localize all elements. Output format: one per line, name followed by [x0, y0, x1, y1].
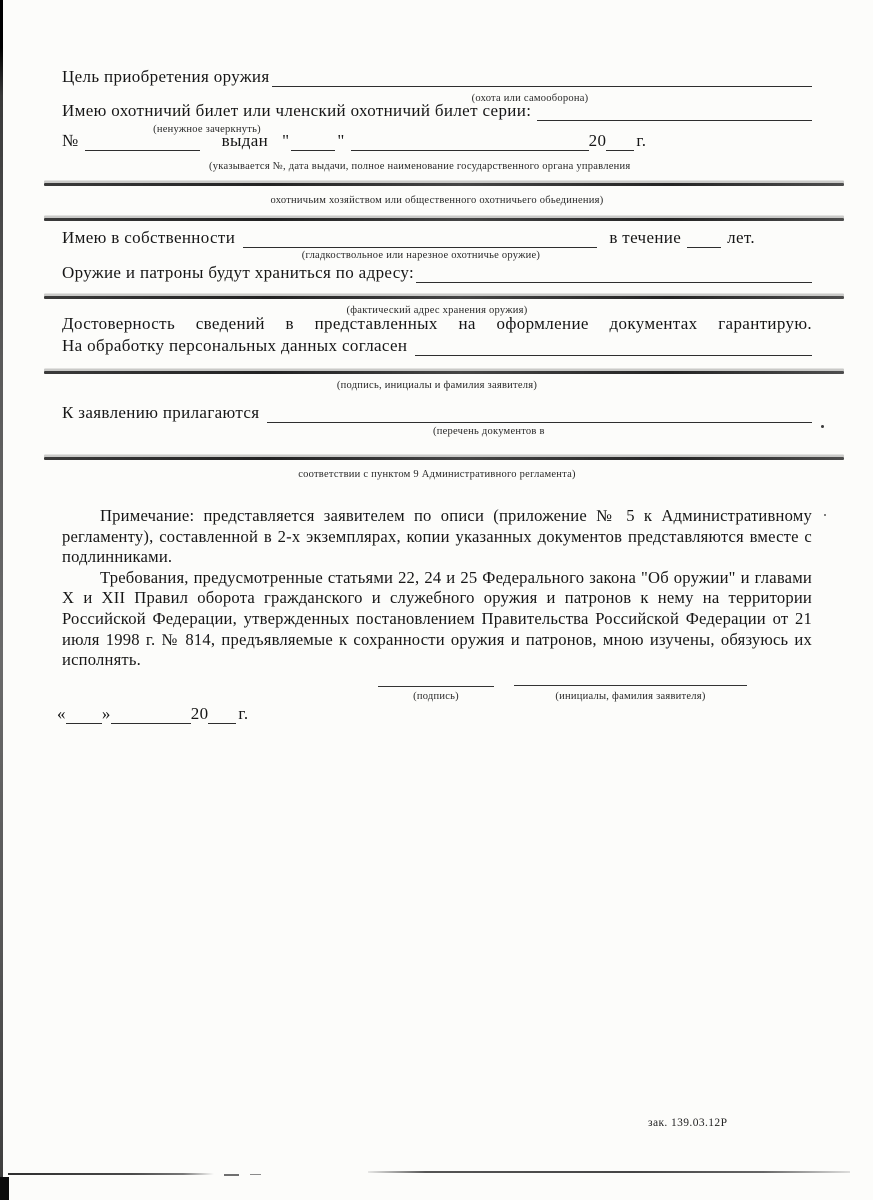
ticket-row — [62, 100, 812, 121]
confirmation-hint: (подпись, инициалы и фамилия заявителя) — [336, 380, 538, 391]
number-hint-line2: охотничьим хозяйством или общественного охотничьего обьединения) — [270, 195, 604, 206]
consent-label: На обработку персональных данных согласен — [62, 336, 408, 355]
signature-blank-line — [378, 686, 494, 687]
storage-row — [62, 262, 812, 283]
year-blank-line — [606, 133, 634, 151]
purpose-row — [62, 66, 812, 87]
scan-artifact-bottom-line-left — [8, 1173, 214, 1175]
scan-artifact-left-edge — [0, 0, 3, 1200]
divider-rule — [44, 371, 844, 374]
attachments-hint-line1: (перечень документов в — [433, 426, 545, 437]
day-quote-open: " — [282, 131, 290, 150]
scan-artifact-bottom-line-right — [368, 1171, 850, 1173]
name-blank-line — [514, 685, 747, 686]
scan-artifact-dash — [224, 1174, 239, 1176]
scan-artifact-speck — [824, 514, 826, 516]
attachments-row — [62, 402, 812, 423]
consent-blank-line — [415, 338, 812, 356]
divider-rule — [44, 183, 844, 186]
note-paragraph-1: Примечание: представляется заявителем по описи (приложение № 5 к Административному регламенту), составленной в 2-х экземплярах, копии указанных документов представляются вместе с подлинниками. — [62, 506, 812, 567]
attachments-hint-line2: соответствии с пунктом 9 Административного регламента) — [298, 469, 576, 480]
day-blank-line — [291, 133, 335, 151]
years-label: лет. — [727, 228, 755, 247]
date-row — [57, 703, 248, 724]
ticket-label: Имею охотничий билет или членский охотничий билет серии: — [62, 101, 532, 120]
print-order-stamp: зак. 139.03.12Р — [648, 1117, 728, 1129]
note-paragraph-2: Требования, предусмотренные статьями 22, 24 и 25 Федерального закона "Об оружии" и главами X и XII Правил оборота гражданского и служебного оружия и патронов к нему на территории Российской Федерации, утвержденных постановлением Правительства Российской Федерации от 21 июля 1998 г. № 814, предъявляемые к сохранности оружия и патронов, мною изучены, обязуюсь их исполнять. — [62, 567, 812, 670]
year-prefix: 20 — [588, 131, 607, 150]
duration-label: в течение — [609, 228, 682, 247]
date-year-blank-line — [208, 706, 236, 724]
month-blank-line — [351, 133, 589, 151]
date-quote-close: » — [101, 704, 111, 723]
number-hint-line1: (указывается №, дата выдачи, полное наименование государственного органа управления — [209, 161, 631, 172]
scan-artifact-corner-blob — [0, 1177, 9, 1200]
divider-rule — [44, 296, 844, 299]
purpose-blank-line — [272, 69, 812, 87]
date-year-suffix: г. — [238, 704, 249, 723]
date-day-blank-line — [66, 706, 102, 724]
date-quote-open: « — [57, 704, 66, 723]
signature-hint: (подпись) — [413, 691, 459, 702]
ticket-series-blank-line — [537, 103, 812, 121]
ownership-hint: (гладкоствольное или нарезное охотничье оружие) — [301, 250, 541, 261]
storage-hint: (фактический адрес хранения оружия) — [346, 305, 528, 316]
name-hint: (инициалы, фамилия заявителя) — [555, 691, 706, 702]
number-row — [62, 130, 812, 151]
ownership-blank-line — [243, 230, 597, 248]
attachments-label: К заявлению прилагаются — [62, 403, 260, 422]
number-label: № — [62, 131, 79, 150]
day-quote-close: " — [337, 131, 345, 150]
attachments-blank-line — [267, 405, 812, 423]
storage-blank-line — [416, 265, 812, 283]
ownership-row — [62, 227, 755, 248]
divider-rule — [44, 457, 844, 460]
purpose-hint: (охота или самооборона) — [471, 93, 589, 104]
ownership-label: Имею в собственности — [62, 228, 236, 247]
number-blank-line — [85, 133, 200, 151]
ticket-hint: (ненужное зачеркнуть) — [153, 124, 261, 135]
confirmation-line2-row — [62, 335, 812, 356]
notes-block — [62, 506, 812, 671]
storage-label: Оружие и патроны будут храниться по адресу: — [62, 263, 415, 282]
year-suffix: г. — [636, 131, 647, 150]
scan-artifact-dash — [250, 1174, 261, 1175]
duration-blank-line — [687, 230, 721, 248]
issued-label: выдан — [221, 131, 269, 150]
confirmation-line1: Достоверность сведений в представленных на оформление документах гарантирую. — [62, 314, 812, 333]
scan-artifact-speck — [821, 425, 824, 428]
purpose-label: Цель приобретения оружия — [62, 67, 270, 86]
divider-rule — [44, 218, 844, 221]
date-year-prefix: 20 — [190, 704, 209, 723]
date-month-blank-line — [111, 706, 191, 724]
